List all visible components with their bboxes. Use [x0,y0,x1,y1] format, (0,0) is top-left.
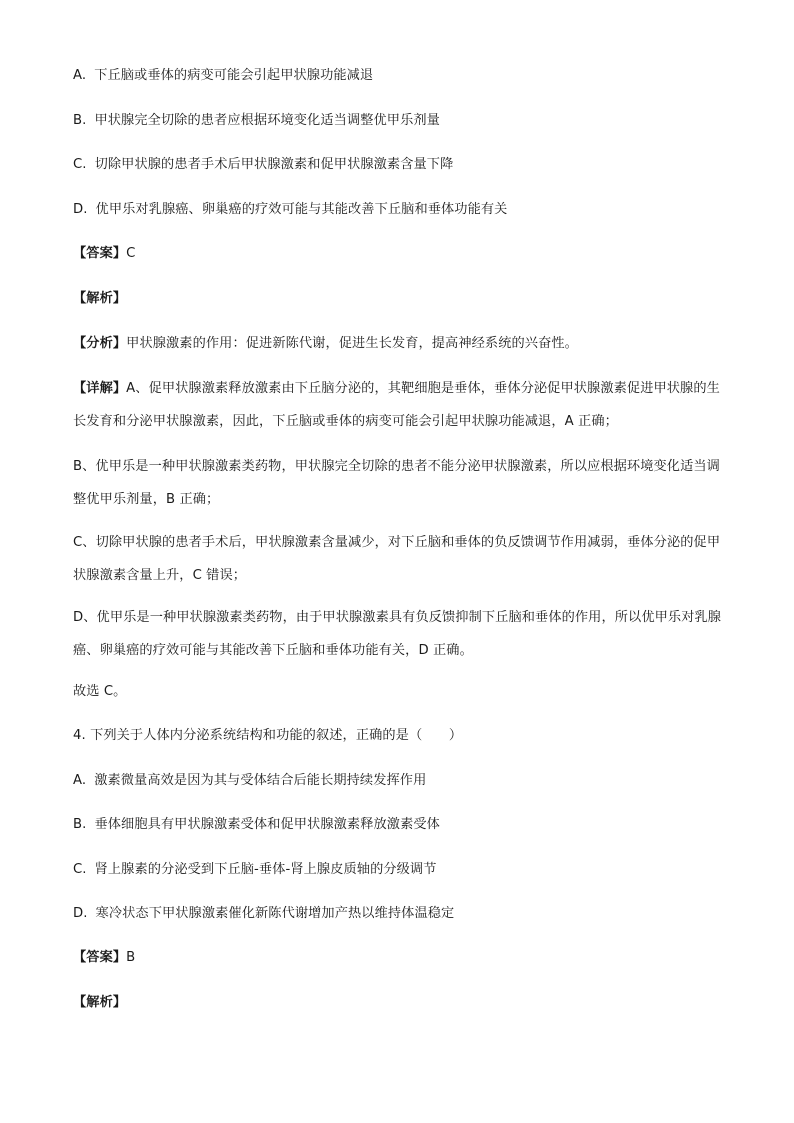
analysis-tag: 【解析】 [73,291,127,306]
q3-option-b [73,111,723,131]
q4-stem [73,726,723,746]
option-label: C. [73,157,87,172]
q3-option-a [73,66,723,86]
fenxi-text: 甲状腺激素的作用：促进新陈代谢，促进生长发育，提高神经系统的兴奋性。 [126,336,578,351]
option-label: B. [73,113,87,128]
option-text: 甲状腺完全切除的患者应根据环境变化适当调整优甲乐剂量 [94,113,440,128]
option-label: B. [73,817,87,832]
q3-analysis-heading [73,289,723,309]
answer-value: B [126,950,136,965]
q4-option-a [73,771,723,791]
conclusion-text: 故选 C。 [73,684,127,699]
q3-answer [73,244,723,264]
q4-answer [73,948,723,968]
q3-xiangjie-c [73,526,723,592]
q3-fenxi [73,334,723,354]
q3-option-c [73,155,723,175]
option-label: C. [73,862,87,877]
answer-value: C [126,246,136,261]
xiangjie-a-text: A、促甲状腺激素释放激素由下丘脑分泌的，其靶细胞是垂体，垂体分泌促甲状腺激素促进甲状腺的生长发育和分泌甲状腺激素，因此，下丘脑或垂体的病变可能会引起甲状腺功能减退，A 正确； [73,381,720,429]
q4-option-b [73,815,723,835]
xiangjie-tag: 【详解】 [73,381,127,396]
option-text: 垂体细胞具有甲状腺激素受体和促甲状腺激素释放激素受体 [94,817,440,832]
option-label: A. [73,773,87,788]
answer-tag: 【答案】 [73,246,127,261]
question-stem: 4. 下列关于人体内分泌系统结构和功能的叙述，正确的是（ ） [73,728,463,743]
xiangjie-d-text: D、优甲乐是一种甲状腺激素类药物，由于甲状腺激素具有负反馈抑制下丘脑和垂体的作用，所以优甲乐对乳腺癌、卵巢癌的疗效可能与其能改善下丘脑和垂体功能有关，D 正确。 [73,610,722,658]
option-label: A. [73,68,87,83]
q3-xiangjie-d [73,601,723,667]
q4-analysis-heading [73,993,723,1013]
option-label: D. [73,906,88,921]
q4-option-d [73,904,723,924]
option-text: 寒冷状态下甲状腺激素催化新陈代谢增加产热以维持体温稳定 [95,906,455,921]
option-text: 优甲乐对乳腺癌、卵巢癌的疗效可能与其能改善下丘脑和垂体功能有关 [95,202,508,217]
q4-option-c [73,860,723,880]
option-text: 激素微量高效是因为其与受体结合后能长期持续发挥作用 [94,773,427,788]
analysis-tag: 【解析】 [73,995,127,1010]
q3-option-d [73,200,723,220]
q3-xiangjie-a [73,372,723,438]
xiangjie-c-text: C、切除甲状腺的患者手术后，甲状腺激素含量减少，对下丘脑和垂体的负反馈调节作用减弱，垂体分泌的促甲状腺激素含量上升，C 错误； [73,535,721,583]
fenxi-tag: 【分析】 [73,336,127,351]
option-label: D. [73,202,88,217]
q3-conclusion [73,682,723,702]
option-text: 切除甲状腺的患者手术后甲状腺激素和促甲状腺激素含量下降 [94,157,454,172]
xiangjie-b-text: B、优甲乐是一种甲状腺激素类药物，甲状腺完全切除的患者不能分泌甲状腺激素，所以应根据环境变化适当调整优甲乐剂量，B 正确； [73,459,720,507]
option-text: 肾上腺素的分泌受到下丘脑-垂体-肾上腺皮质轴的分级调节 [94,862,437,877]
answer-tag: 【答案】 [73,950,127,965]
option-text: 下丘脑或垂体的病变可能会引起甲状腺功能减退 [94,68,374,83]
q3-xiangjie-b [73,450,723,516]
